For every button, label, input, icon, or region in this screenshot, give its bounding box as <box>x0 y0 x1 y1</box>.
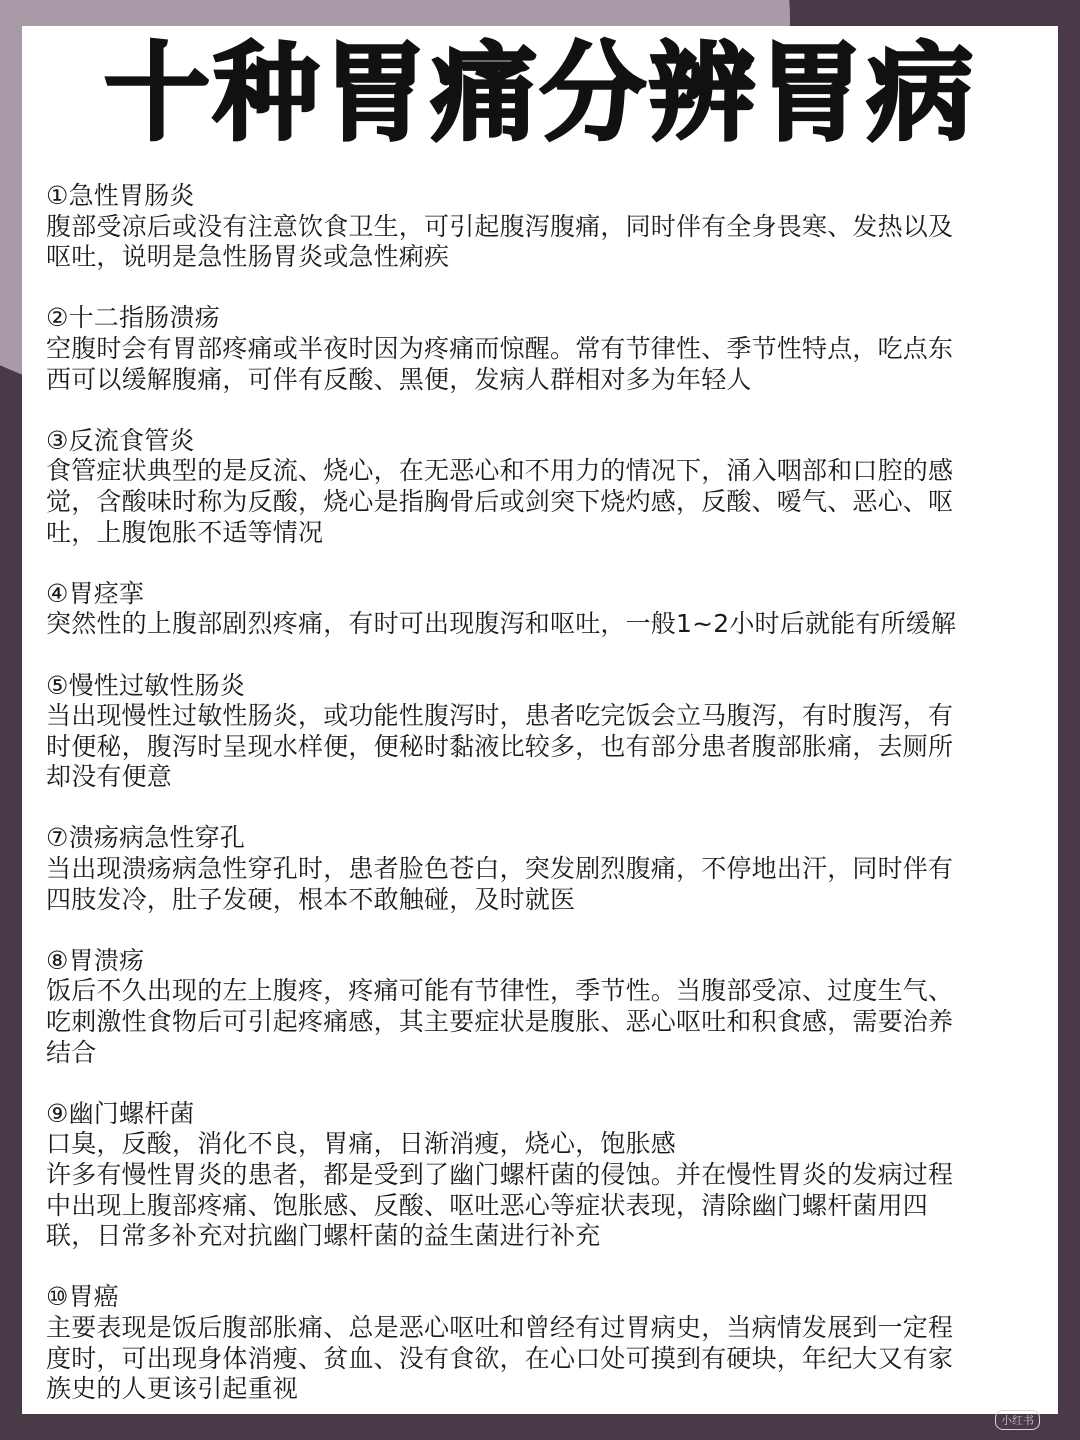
section <box>46 671 1036 793</box>
section-heading: ⑤慢性过敏性肠炎 <box>46 670 246 700</box>
section-text-line: 四肢发冷，肚子发硬，根本不敢触碰，及时就医 <box>46 884 576 914</box>
section <box>46 181 1036 273</box>
article-body <box>46 181 1036 1435</box>
section-heading: ③反流食管炎 <box>46 425 195 455</box>
section-text-line: 空腹时会有胃部疼痛或半夜时因为疼痛而惊醒。常有节律性、季节性特点，吃点东 <box>46 333 954 363</box>
section <box>46 426 1036 548</box>
section-text-line: 度时，可出现身体消瘦、贫血、没有食欲，在心口处可摸到有硬块，年纪大又有家 <box>46 1343 954 1373</box>
section-text-line: 西可以缓解腹痛，可伴有反酸、黑便，发病人群相对多为年轻人 <box>46 364 752 394</box>
section-heading: ⑩胃癌 <box>46 1282 120 1312</box>
section-text-line: 许多有慢性胃炎的患者，都是受到了幽门螺杆菌的侵蚀。并在慢性胃炎的发病过程 <box>46 1160 954 1189</box>
section-text-line: 当出现慢性过敏性肠炎，或功能性腹泻时，患者吃完饭会立马腹泻，有时腹泻，有 <box>46 701 954 731</box>
section-text-line: 主要表现是饭后腹部胀痛、总是恶心呕吐和曾经有过胃病史，当病情发展到一定程 <box>46 1312 954 1342</box>
page-title: 十种胃痛分辨胃病 <box>104 32 976 155</box>
section-heading: ⑧胃溃疡 <box>46 945 145 975</box>
section <box>46 303 1036 395</box>
section-text-line: 却没有便意 <box>46 762 173 792</box>
section-text-line: 时便秘，腹泻时呈现水样便，便秘时黏液比较多，也有部分患者腹部胀痛，去厕所 <box>46 731 954 761</box>
section-heading: ②十二指肠溃疡 <box>46 303 220 333</box>
section <box>46 579 1036 640</box>
section-heading: ⑦溃疡病急性穿孔 <box>46 823 246 853</box>
section <box>46 946 1036 1068</box>
section <box>46 1282 1036 1404</box>
section-text-line: 腹部受凉后或没有注意饮食卫生，可引起腹泻腹痛，同时伴有全身畏寒、发热以及 <box>46 211 954 241</box>
section-heading: ④胃痉挛 <box>46 578 145 608</box>
section <box>46 823 1036 915</box>
section-heading: ①急性胃肠炎 <box>46 181 195 210</box>
section-text-line: 联，日常多补充对抗幽门螺杆菌的益生菌进行补充 <box>46 1221 601 1251</box>
section-text-line: 当出现溃疡病急性穿孔时，患者脸色苍白，突发剧烈腹痛，不停地出汗，同时伴有 <box>46 854 954 884</box>
section-text-line: 吐，上腹饱胀不适等情况 <box>46 517 324 547</box>
watermark-logo: 小红书 <box>995 1410 1040 1430</box>
section-heading: ⑨幽门螺杆菌 <box>46 1098 195 1128</box>
section-text-line: 吃刺激性食物后可引起疼痛感，其主要症状是腹胀、恶心呕吐和积食感，需要治养 <box>46 1007 954 1037</box>
section <box>46 1099 1036 1252</box>
section-text-line: 族史的人更该引起重视 <box>46 1374 299 1404</box>
section-text-line: 呕吐，说明是急性肠胃炎或急性痢疾 <box>46 242 450 272</box>
section-text-line: 觉，含酸味时称为反酸，烧心是指胸骨后或剑突下烧灼感，反酸、嗳气、恶心、呕 <box>46 486 954 516</box>
section-text-line: 中出现上腹部疼痛、饱胀感、反酸、呕吐恶心等症状表现，清除幽门螺杆菌用四 <box>46 1190 929 1220</box>
section-text-line: 口臭，反酸，消化不良，胃痛，日渐消瘦，烧心，饱胀感 <box>46 1129 677 1159</box>
section-text-line: 突然性的上腹部剧烈疼痛，有时可出现腹泻和呕吐，一般1~2小时后就能有所缓解 <box>46 609 957 639</box>
section-text-line: 食管症状典型的是反流、烧心，在无恶心和不用力的情况下，涌入咽部和口腔的感 <box>46 456 954 486</box>
section-text-line: 饭后不久出现的左上腹疼，疼痛可能有节律性，季节性。当腹部受凉、过度生气、 <box>46 976 954 1006</box>
section-text-line: 结合 <box>46 1037 97 1067</box>
